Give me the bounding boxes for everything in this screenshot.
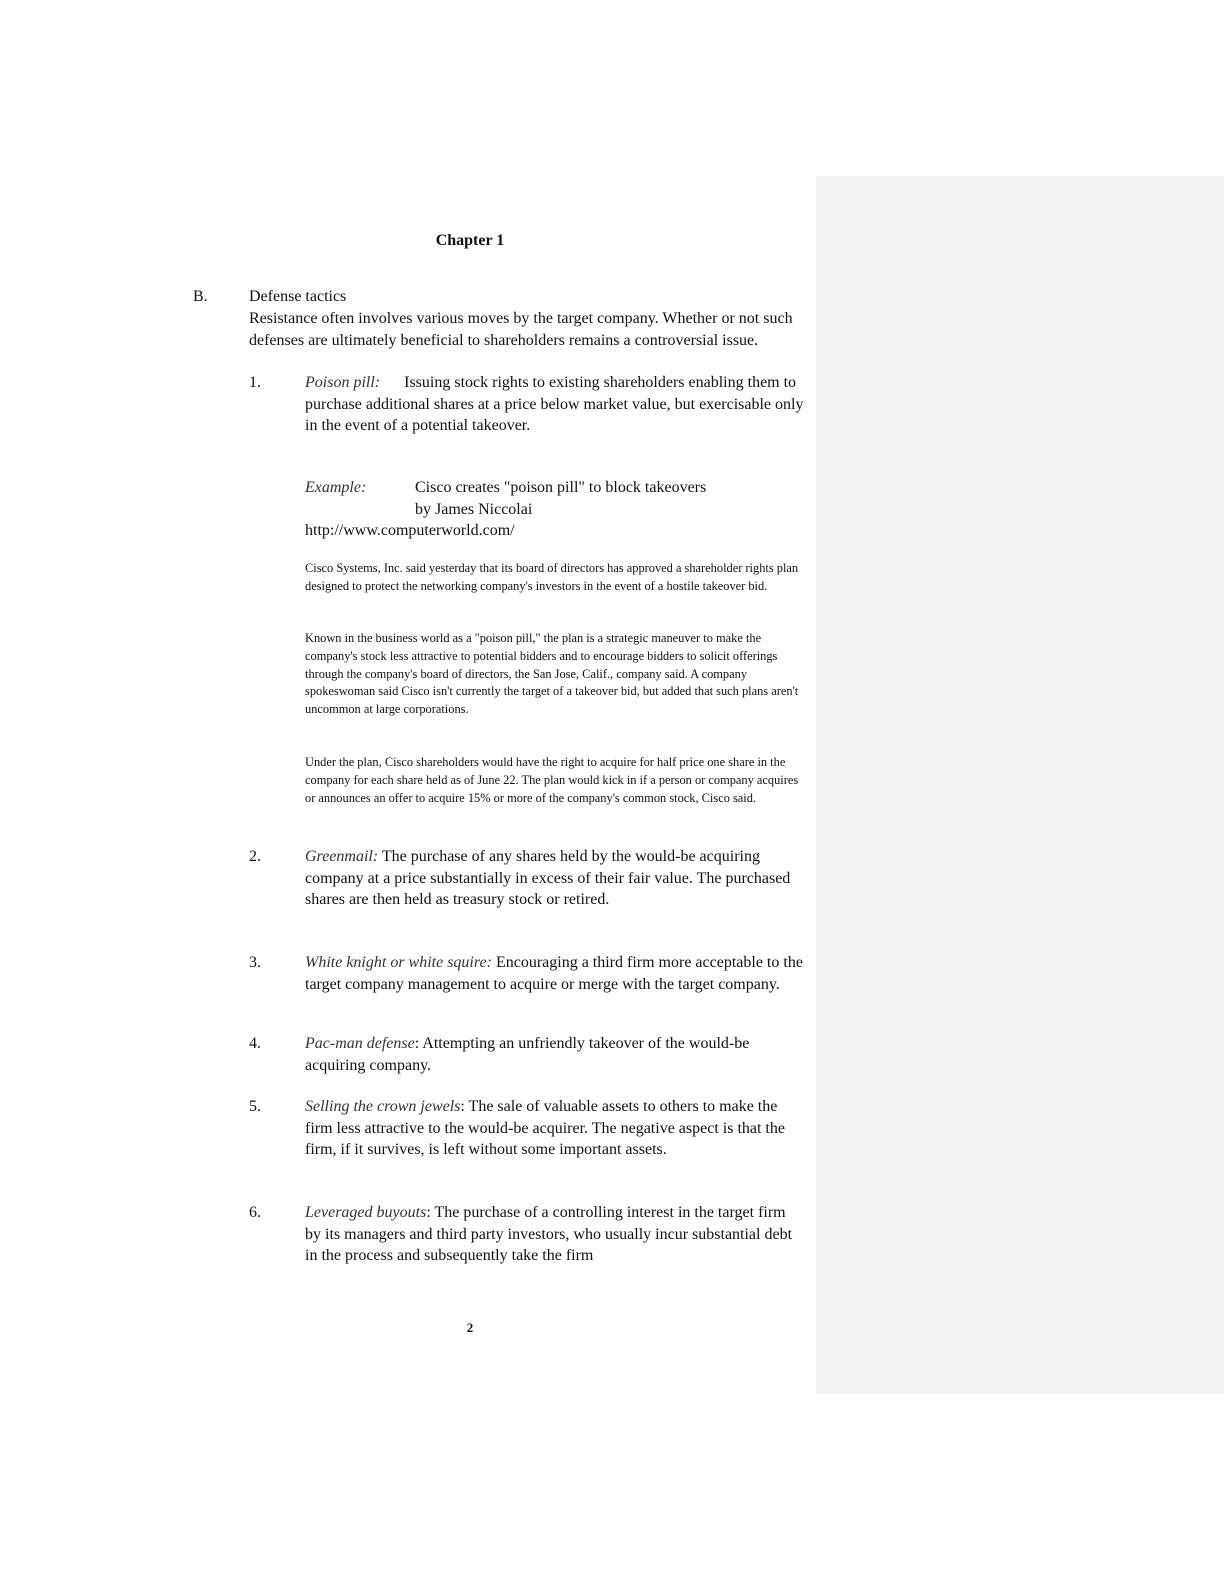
- list-item-number: 4.: [249, 1035, 261, 1052]
- section-letter: B.: [193, 288, 208, 305]
- list-item-number: 6.: [249, 1204, 261, 1221]
- item-description: : Attempting an unfriendly takeover of the would-be acquiring company.: [305, 1035, 750, 1074]
- example-label: Example:: [305, 479, 367, 496]
- item-description: : The purchase of a controlling interest in the target firm by its managers and third party investors, who usually incur substantial debt in the process and subsequently take the firm: [305, 1204, 793, 1264]
- list-item-greenmail: [305, 846, 805, 911]
- page-number: 2: [466, 1320, 474, 1335]
- item-description: The purchase of any shares held by the would-be acquiring company at a price substantially in excess of their fair value. The purchased shares are then held as treasury stock or retired.: [305, 848, 791, 908]
- item-term: Poison pill:: [305, 374, 381, 391]
- example-source-url: http://www.computerworld.com/: [305, 522, 515, 539]
- chapter-title: Chapter 1: [435, 232, 505, 249]
- list-item-poison-pill: [305, 372, 805, 437]
- list-item-white-knight: [305, 952, 805, 995]
- list-item-number: 5.: [249, 1098, 261, 1115]
- section-heading: Defense tactics: [249, 288, 347, 305]
- section-intro: Resistance often involves various moves by the target company. Whether or not such defenses are ultimately beneficial to shareholders remains a controversial issue.: [249, 310, 793, 349]
- list-item-crown-jewels: [305, 1096, 805, 1161]
- item-term: Greenmail:: [305, 848, 379, 865]
- quote-paragraph: Known in the business world as a "poison pill," the plan is a strategic maneuver to make the company's stock less attractive to potential bidders and to encourage bidders to solicit offerings through the company's board of directors, the San Jose, Calif., company said. A company spokeswoman said Cisco isn't currently the target of a takeover bid, but added that such plans aren't uncommon at large corporations.: [305, 631, 799, 717]
- example-author: by James Niccolai: [415, 501, 533, 518]
- list-item-pac-man: [305, 1033, 805, 1076]
- quote-paragraph: Under the plan, Cisco shareholders would have the right to acquire for half price one share in the company for each share held as of June 22. The plan would kick in if a person or company acquires or announces an offer to acquire 15% or more of the company's common stock, Cisco said.: [305, 755, 799, 805]
- item-term: Pac-man defense: [305, 1035, 415, 1052]
- item-description: : The sale of valuable assets to others to make the firm less attractive to the would-be acquirer. The negative aspect is that the firm, if it survives, is left without some important assets.: [305, 1098, 785, 1158]
- item-description: Issuing stock rights to existing shareholders enabling them to purchase additional shares at a price below market value, but exercisable only in the event of a potential takeover.: [305, 374, 804, 434]
- list-item-leveraged-buyouts: [305, 1202, 805, 1267]
- item-term: Selling the crown jewels: [305, 1098, 461, 1115]
- comment-margin-pane: [816, 176, 1224, 1394]
- list-item-number: 2.: [249, 848, 261, 865]
- example-title: Cisco creates "poison pill" to block takeovers: [415, 479, 707, 496]
- list-item-number: 3.: [249, 954, 261, 971]
- item-term: Leveraged buyouts: [305, 1204, 427, 1221]
- quote-paragraph: Cisco Systems, Inc. said yesterday that its board of directors has approved a shareholder rights plan designed to protect the networking company's investors in the event of a hostile takeover bid.: [305, 561, 799, 593]
- list-item-number: 1.: [249, 374, 261, 391]
- item-description: Encouraging a third firm more acceptable to the target company management to acquire or merge with the target company.: [305, 954, 803, 993]
- item-term: White knight or white squire:: [305, 954, 492, 971]
